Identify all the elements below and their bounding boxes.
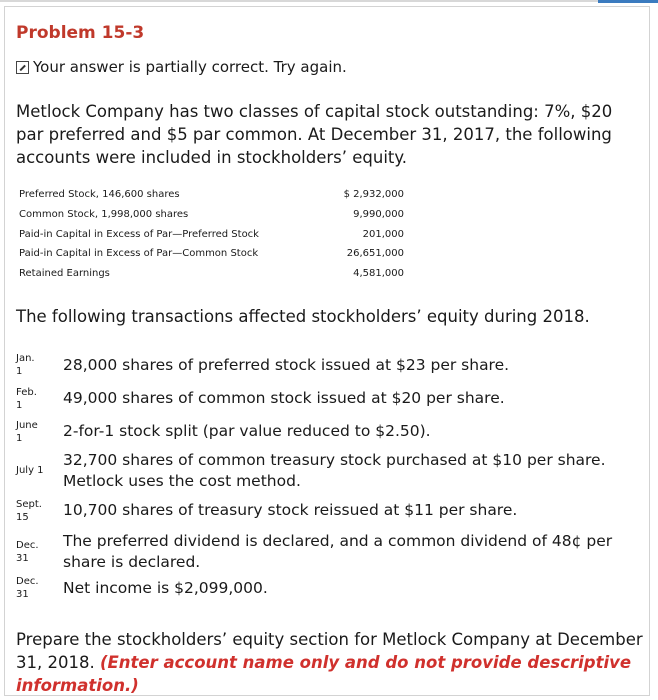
account-amount: $ 2,932,000 bbox=[343, 189, 404, 201]
account-row bbox=[19, 224, 404, 244]
account-amount: 26,651,000 bbox=[346, 248, 404, 260]
transaction-date: June 1 bbox=[16, 420, 38, 444]
transaction-text: 49,000 shares of common stock issued at $20 per share. bbox=[63, 389, 505, 407]
instructions bbox=[16, 628, 646, 697]
account-amount: 9,990,000 bbox=[353, 209, 404, 221]
transaction-text: 28,000 shares of preferred stock issued at $23 per share. bbox=[63, 356, 510, 374]
transaction-date: Jan. 1 bbox=[16, 353, 35, 377]
transaction-text: The preferred dividend is declared, and a common dividend of 48¢ per share is declared. bbox=[63, 532, 613, 571]
transaction-date: Sept. 15 bbox=[16, 499, 42, 523]
account-amount: 4,581,000 bbox=[353, 268, 404, 280]
account-row bbox=[19, 185, 404, 205]
account-name: Paid-in Capital in Excess of Par—Preferred Stock bbox=[19, 228, 259, 240]
account-name: Preferred Stock, 146,600 shares bbox=[19, 189, 180, 201]
account-amount: 201,000 bbox=[362, 228, 404, 240]
edit-check-icon bbox=[16, 61, 29, 74]
problem-title: Problem 15-3 bbox=[16, 23, 145, 43]
accounts-table bbox=[19, 185, 404, 283]
transactions-heading: The following transactions affected stockholders’ equity during 2018. bbox=[16, 307, 590, 326]
top-accent-bar bbox=[598, 0, 658, 3]
transaction-date: Feb. 1 bbox=[16, 387, 37, 411]
top-divider bbox=[0, 0, 658, 2]
account-name: Common Stock, 1,998,000 shares bbox=[19, 209, 189, 221]
transaction-text: 10,700 shares of treasury stock reissued at $11 per share. bbox=[63, 501, 518, 519]
account-name: Retained Earnings bbox=[19, 268, 110, 280]
instructions-text: Prepare the stockholders’ equity section for Metlock Company at December 31, 2018. bbox=[16, 630, 643, 672]
problem-intro: Metlock Company has two classes of capital stock outstanding: 7%, $20 par preferred and $5 par common. At December 31, 2017, the following accounts were included in stockholders’ equity. bbox=[16, 102, 613, 167]
answer-status-text: Your answer is partially correct. Try again. bbox=[33, 58, 347, 76]
account-row bbox=[19, 244, 404, 264]
transaction-date: Dec. 31 bbox=[16, 540, 39, 564]
instructions-emphasis: (Enter account name only and do not provide descriptive information.) bbox=[16, 653, 632, 695]
transaction-text: Net income is $2,099,000. bbox=[63, 579, 268, 597]
account-row bbox=[19, 264, 404, 284]
transaction-date: Dec. 31 bbox=[16, 576, 39, 600]
account-row bbox=[19, 205, 404, 225]
transaction-date: July 1 bbox=[16, 465, 44, 476]
transaction-text: 32,700 shares of common treasury stock purchased at $10 per share. Metlock uses the cost method. bbox=[63, 451, 606, 490]
answer-status bbox=[16, 58, 347, 76]
transaction-text: 2-for-1 stock split (par value reduced to $2.50). bbox=[63, 422, 431, 440]
account-name: Paid-in Capital in Excess of Par—Common Stock bbox=[19, 248, 259, 260]
